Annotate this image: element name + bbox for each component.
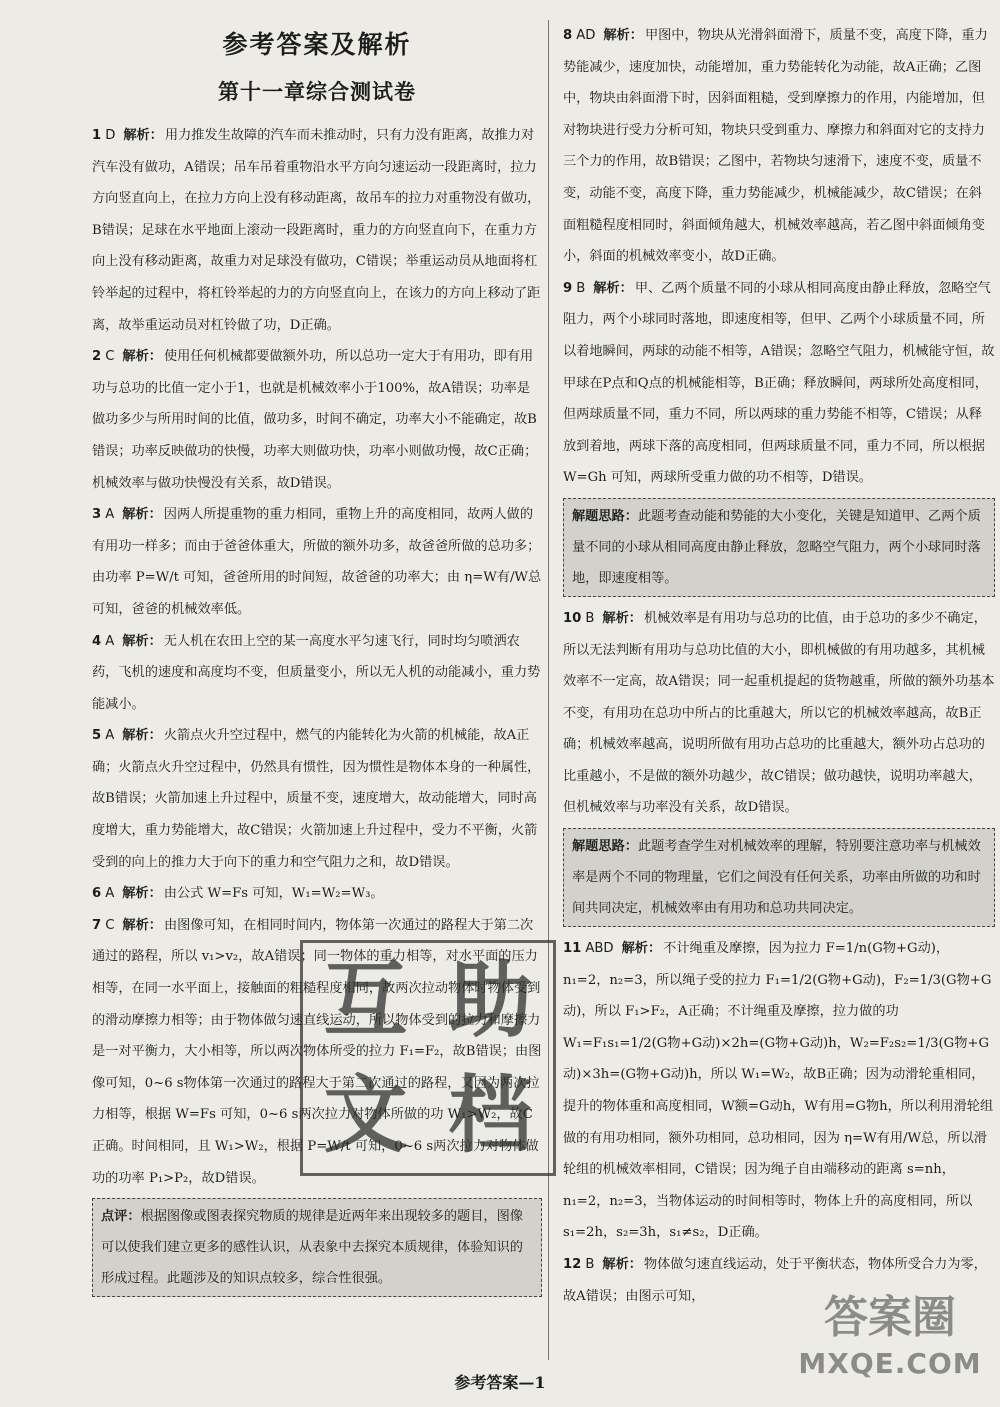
item-text: 由图像可知，在相同时间内，物体第一次通过的路程大于第二次通过的路程，所以 v₁>v₂，故A错误；同一物体的重力相等，对水平面的压力相等，在同一水平面上，接触面的粗糙程度相同，故两次拉动物体时物体受到的滑动摩擦力相等；由于物体做匀速直线运动，所以物体受到的拉力和摩擦力是一对平衡力，大小相等，所以两次物体所受的拉力 F₁=F₂，故B错误；由图像可知，0~6 s物体第一次通过的路程大于第二次通过的路程，又因为两次拉力相等，根据 W=Fs 可知，0~6 s两次拉力对物体所做的功 W₁>W₂，故C正确。时间相同，且 W₁>W₂，根据 P=W/t 可知，0~6 s两次拉力对物体做功的功率 P₁>P₂，故D错误。 [92, 917, 542, 1186]
answer-item-5 [92, 720, 542, 878]
answer-item-9 [563, 273, 995, 494]
item-text: 因两人所提重物的重力相同，重物上升的高度相同，故两人做的有用功一样多；而由于爸爸体重大，所做的额外功多，故爸爸所做的总功多；由功率 P=W/t 可知，爸爸所用的时间短，故爸爸的功率大；由 η=W有/W总 可知，爸爸的机械效率低。 [92, 507, 542, 617]
solution-hint-box [563, 828, 995, 927]
hint-label: 解题思路： [572, 508, 638, 524]
item-number: 5 [92, 728, 102, 744]
stamp-char: 互 [323, 951, 408, 1049]
item-number: 1 [92, 128, 102, 143]
item-number: 2 [92, 349, 102, 365]
item-label: 解析： [122, 728, 162, 744]
item-number: 10 [563, 610, 582, 626]
item-text: 用力推发生故障的汽车而未推动时，只有力没有距离，故推力对汽车没有做功，A错误；吊车吊着重物沿水平方向匀速运动一段距离时，拉力方向竖直向上，在拉力方向上没有移动距离，故吊车的拉力对重物没有做功，B错误；足球在水平地面上滚动一段距离时，重力的方向竖直向下，在重力方向上没有移动距离，故重力对足球没有做功，C错误；举重运动员从地面将杠铃举起的过程中，将杠铃举起的力的方向竖直向上，在该力的方向上移动了距离，故举重运动员对杠铃做了功，D正确。 [92, 128, 541, 333]
page-footer: 参考答案—1 [454, 1373, 546, 1392]
item-number: 12 [563, 1257, 582, 1272]
item-label: 解析： [603, 28, 643, 43]
answer-item-3 [92, 499, 542, 625]
item-answer: ABD [585, 941, 614, 957]
stamp-char: 档 [448, 1066, 533, 1164]
item-answer: B [576, 280, 586, 296]
item-text: 机械效率是有用功与总功的比值，由于总功的多少不确定，所以无法判断有用功与总功比值的大小，即机械做的有用功越多，其机械效率不一定高，故A错误；同一起重机提起的货物越重，所做的额外功基本不变，有用功在总功中所占的比重越大，所以它的机械效率越高，故B正确；机械效率越高，说明所做有用功占总功的比重越大，额外功占总功的比重越小，不是做的额外功越少，故C错误；做功越快，说明功率越大，但机械效率与功率没有关系，故D错误。 [563, 610, 995, 816]
item-label: 解析： [602, 610, 642, 626]
item-text: 火箭点火升空过程中，燃气的内能转化为火箭的机械能，故A正确；火箭点火升空过程中，仍然具有惯性，因为惯性是物体本身的一种属性，故B错误；火箭加速上升过程中，质量不变，速度增大，故动能增大，同时高度增大，重力势能增大，故C错误；火箭加速上升过程中，受力不平衡，火箭受到的向上的推力大于向下的重力和空气阻力之和，故D错误。 [92, 728, 541, 870]
comment-text: 根据图像或图表探究物质的规律是近两年来出现较多的题目，图像可以使我们建立更多的感性认识，从表象中去探究本质规律，体验知识的形成过程。此题涉及的知识点较多，综合性很强。 [101, 1209, 523, 1287]
item-text: 由公式 W=Fs 可知，W₁=W₂=W₃。 [163, 886, 384, 902]
item-answer: AD [576, 28, 596, 43]
item-answer: C [105, 917, 115, 933]
hint-text: 此题考查动能和势能的大小变化，关键是知道甲、乙两个质量不同的小球从相同高度由静止释放，忽略空气阻力，两个小球同时落地，即速度相等。 [572, 508, 981, 586]
answer-item-11 [563, 933, 995, 1249]
item-answer: A [105, 728, 115, 744]
solution-hint-box [563, 498, 995, 597]
item-answer: A [105, 886, 115, 902]
comment-label: 点评： [101, 1209, 141, 1225]
answer-item-1 [92, 120, 542, 341]
stamp-logo [300, 940, 556, 1176]
item-answer: D [105, 128, 116, 143]
item-number: 8 [563, 28, 573, 43]
item-number: 7 [92, 917, 102, 933]
item-text: 甲、乙两个质量不同的小球从相同高度由静止释放，忽略空气阻力，两个小球同时落地，即速度相等，但甲、乙两个小球质量不同，所以着地瞬间，两球的动能不相等，A错误；忽略空气阻力，机械能守恒，故甲球在P点和Q点的机械能相等，B正确；释放瞬间，两球所处高度相同，但两球质量不同，重力不同，所以两球的重力势能不相等，C错误；从释放到着地，两球下落的高度相同，但两球质量不同，重力不同，所以根据 W=Gh 可知，两球所受重力做的功不相等，D错误。 [563, 280, 995, 486]
item-label: 解析： [621, 941, 662, 957]
answer-item-4 [92, 626, 542, 721]
item-answer: B [585, 610, 595, 626]
hint-text: 此题考查学生对机械效率的理解，特别要注意功率与机械效率是两个不同的物理量，它们之间没有任何关系，功率由所做的功和时间共同决定，机械效率由有用功和总功共同决定。 [572, 839, 981, 917]
chapter-subtitle: 第十一章综合测试卷 [218, 79, 416, 104]
answer-item-8 [563, 20, 995, 273]
item-answer: A [105, 633, 115, 649]
answer-item-6 [92, 878, 542, 910]
hint-label: 解题思路： [572, 839, 638, 855]
stamp-char: 助 [448, 951, 533, 1049]
item-text: 无人机在农田上空的某一高度水平匀速飞行，同时均匀喷洒农药，飞机的速度和高度均不变，但质量变小，所以无人机的动能减小，重力势能减小。 [92, 633, 541, 712]
comment-box [92, 1198, 542, 1297]
watermark-name: 答案圈 [824, 1292, 956, 1343]
item-number: 9 [563, 280, 573, 296]
item-number: 11 [563, 941, 582, 957]
answer-item-2 [92, 341, 542, 499]
item-number: 4 [92, 633, 102, 649]
answer-item-10 [563, 603, 995, 824]
item-label: 解析： [122, 507, 162, 523]
item-label: 解析： [122, 633, 162, 649]
watermark-url: MXQE.COM [798, 1347, 982, 1380]
item-text: 不计绳重及摩擦，因为拉力 F=1/n(G物+G动)，n₁=2，n₂=3，所以绳子受的拉力 F₁=1/2(G物+G动)，F₂=1/3(G物+G动)，所以 F₁>F₂，A正确；不计绳重及摩擦，拉力做的功 W₁=F₁s₁=1/2(G物+G动)×2h=(G物+G动)h，W₂=F₂s₂=1/3(G物+G动)×3h=(G物+G动)h，所以 W₁=W₂，故B正确；因为动滑轮重相同，提升的物体重和高度相同，W额=G动h，W有用=G物h，所以利用滑轮组做的有用功相同，额外功相同，总功相同，因为 η=W有用/W总，所以滑轮组的机械效率相同，C错误；因为绳子自由端移动的距离 s=nh，n₁=2，n₂=3，当物体运动的时间相等时，物体上升的高度相同，所以 s₁=2h，s₂=3h，s₁≠s₂，D正确。 [563, 941, 994, 1241]
item-label: 解析： [122, 349, 162, 365]
item-label: 解析： [122, 917, 162, 933]
item-text: 使用任何机械都要做额外功，所以总功一定大于有用功，即有用功与总功的比值一定小于1，也就是机械效率小于100%，故A错误；功率是做功多少与所用时间的比值，做功多，时间不确定，功率大小不能确定，故B错误；功率反映做功的快慢，功率大则做功快，功率小则做功慢，故C正确；机械效率与做功快慢没有关系，故D错误。 [92, 349, 538, 491]
item-answer: A [105, 507, 115, 523]
item-number: 3 [92, 507, 102, 523]
item-text: 物体做匀速直线运动，处于平衡状态，物体所受合力为零，故A错误；由图示可知， [563, 1257, 987, 1304]
stamp-char: 文 [323, 1066, 408, 1164]
item-label: 解析： [593, 280, 633, 296]
item-label: 解析： [122, 886, 162, 902]
item-number: 6 [92, 886, 102, 902]
item-answer: C [105, 349, 115, 365]
item-text: 甲图中，物块从光滑斜面滑下，质量不变，高度下降，重力势能减少，速度加快，动能增加，重力势能转化为动能，故A正确；乙图中，物块由斜面滑下时，因斜面粗糙，受到摩擦力的作用，内能增加，但对物块进行受力分析可知，物块只受到重力、摩擦力和斜面对它的支持力三个力的作用，故B错误；乙图中，若物块匀速滑下，速度不变，质量不变，动能不变，高度下降，重力势能减少，机械能减少，故C错误；在斜面粗糙程度相同时，斜面倾角越大，机械效率越高，若乙图中斜面倾角变小，斜面的机械效率变小，故D正确。 [563, 28, 988, 265]
item-label: 解析： [123, 128, 163, 143]
item-answer: B [585, 1257, 595, 1272]
item-label: 解析： [602, 1257, 642, 1272]
right-column [563, 20, 995, 1312]
page-title: 参考答案及解析 [222, 30, 412, 59]
